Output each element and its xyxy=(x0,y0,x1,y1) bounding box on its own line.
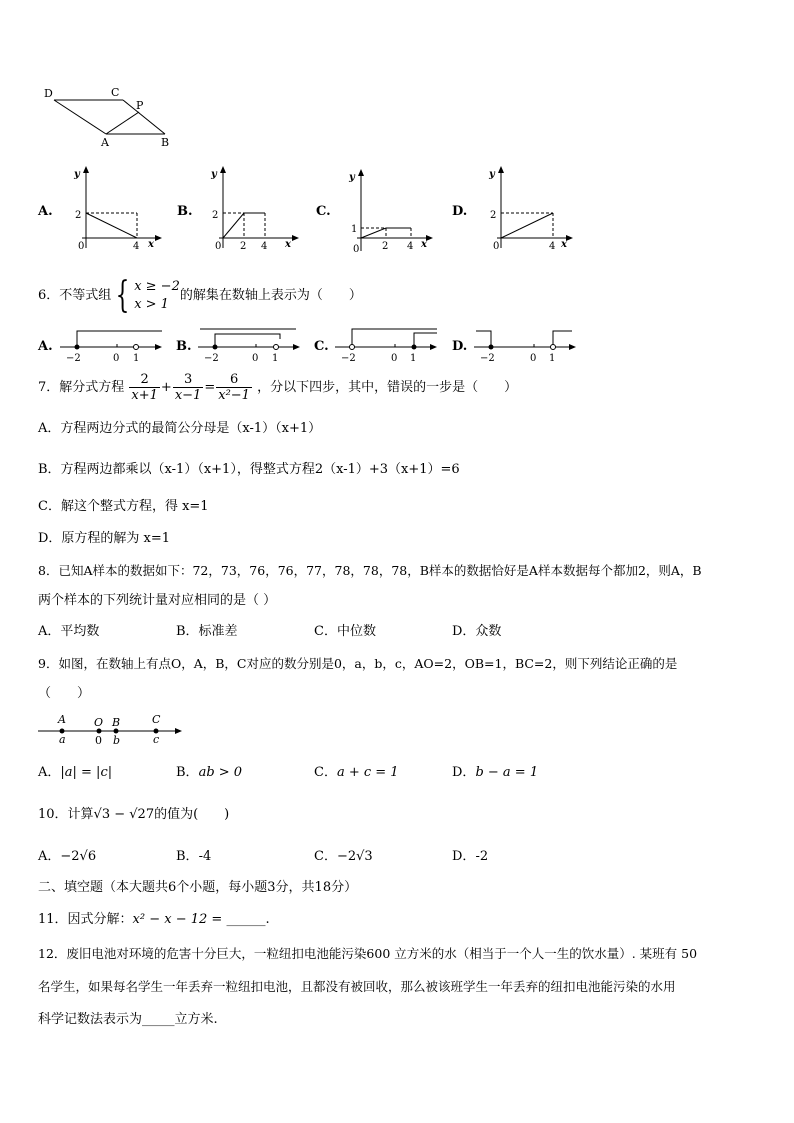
svg-text:−2: −2 xyxy=(204,353,219,364)
label-c: C xyxy=(111,86,120,99)
q6-numberline-b xyxy=(196,325,306,365)
svg-text:4: 4 xyxy=(261,241,268,252)
q8-option-a: A．平均数 xyxy=(38,624,100,639)
q10-stem: 10．计算√3 − √27的值为( ) xyxy=(38,807,230,822)
q6-option-b-letter: B. xyxy=(176,339,192,354)
svg-text:4: 4 xyxy=(133,241,140,252)
svg-text:0: 0 xyxy=(113,353,120,364)
svg-text:0: 0 xyxy=(252,353,259,364)
q9-line2: （ ） xyxy=(38,686,91,701)
svg-text:1: 1 xyxy=(133,353,140,364)
q11-blank: ______ xyxy=(226,912,266,927)
svg-text:x: x xyxy=(561,239,567,250)
svg-text:x: x xyxy=(421,239,427,250)
svg-text:0: 0 xyxy=(530,353,537,364)
svg-text:0: 0 xyxy=(215,241,222,252)
label-b: B xyxy=(161,136,170,149)
svg-text:0: 0 xyxy=(493,241,500,252)
svg-text:x: x xyxy=(148,239,154,250)
svg-text:y: y xyxy=(211,169,217,180)
q8-option-c: C．中位数 xyxy=(314,624,376,639)
q8-option-b: B．标准差 xyxy=(176,624,238,639)
q5-option-c-letter: C. xyxy=(316,204,331,219)
q10-option-c: C．−2√3 xyxy=(314,849,373,864)
svg-text:1: 1 xyxy=(272,353,279,364)
q8-line2: 两个样本的下列统计量对应相同的是（ ） xyxy=(38,593,277,608)
svg-text:a: a xyxy=(59,733,66,746)
q5-graph-a xyxy=(70,163,165,255)
q7-option-c: C．解这个整式方程，得 x=1 xyxy=(38,499,209,514)
q9-option-a: A．|a| = |c| xyxy=(38,765,113,780)
svg-text:2: 2 xyxy=(382,241,389,252)
svg-text:B: B xyxy=(112,716,121,729)
q10-option-a: A．−2√6 xyxy=(38,849,97,864)
svg-text:1: 1 xyxy=(351,224,358,235)
q9-option-c: C．a + c = 1 xyxy=(314,765,399,780)
q5-option-d-letter: D. xyxy=(452,204,468,219)
svg-text:O: O xyxy=(94,716,104,729)
svg-text:0: 0 xyxy=(391,353,398,364)
svg-text:4: 4 xyxy=(407,241,414,252)
q6-numberline-c xyxy=(333,325,443,365)
parallelogram-figure xyxy=(40,82,180,150)
label-d: D xyxy=(44,87,53,100)
q5-option-b-letter: B. xyxy=(177,204,193,219)
q10-option-b: B．-4 xyxy=(176,849,212,864)
svg-text:2: 2 xyxy=(490,210,497,221)
q6-option-c-letter: C. xyxy=(314,339,329,354)
label-p: P xyxy=(136,99,144,112)
q10-option-d: D．-2 xyxy=(452,849,489,864)
svg-text:x: x xyxy=(285,239,291,250)
q7-option-b: B．方程两边都乘以（x-1）（x+1），得整式方程2（x-1）+3（x+1）=6 xyxy=(38,462,460,477)
q9-option-b: B．ab > 0 xyxy=(176,765,243,780)
svg-text:c: c xyxy=(153,733,160,746)
q7-option-d: D．原方程的解为 x=1 xyxy=(38,531,171,546)
svg-text:−2: −2 xyxy=(341,353,356,364)
q12-line3: 科学记数法表示为_____立方米. xyxy=(38,1012,218,1027)
svg-text:−2: −2 xyxy=(480,353,495,364)
svg-text:1: 1 xyxy=(549,353,556,364)
svg-text:0: 0 xyxy=(353,244,360,255)
q6-numberline-d xyxy=(472,325,582,365)
q6-numberline-a xyxy=(58,325,168,365)
svg-text:y: y xyxy=(489,169,495,180)
q12-line2: 名学生，如果每名学生一年丢弃一粒纽扣电池，且都没有被回收，那么被该班学生一年丢弃的纽扣电池能污染的水用 xyxy=(38,979,676,994)
svg-text:2: 2 xyxy=(212,210,219,221)
svg-text:A: A xyxy=(58,713,66,726)
q12-line1: 12．废旧电池对环境的危害十分巨大，一粒纽扣电池能污染600 立方米的水（相当于一个人一生的饮水量）. 某班有 50 xyxy=(38,946,698,961)
svg-text:2: 2 xyxy=(75,210,82,221)
label-a: A xyxy=(101,136,109,149)
q8-option-d: D．众数 xyxy=(452,624,502,639)
q6-option-a-letter: A. xyxy=(38,339,53,354)
q5-graph-b xyxy=(207,163,302,255)
q9-option-d: D．b − a = 1 xyxy=(452,765,539,780)
q8-line1: 8．已知A样本的数据如下：72，73，76，76，77，78，78，78，B样本的数据恰好是A样本数据每个都加2，则A，B xyxy=(38,563,702,578)
svg-text:0: 0 xyxy=(78,241,85,252)
q6-stem: 6．不等式组 { x ≥ −2 x > 1 的解集在数轴上表示为（ ） xyxy=(38,274,362,316)
q7-stem: 7．解分式方程 $\frac{2}{x+1}$ + $\frac{3}{x-1}$ = $\frac{6}{\text{x²−1}}$ ，分以下四步，其中，错误的一步是（ ） xyxy=(38,372,518,403)
q11-stem: 11．因式分解：x² − x − 12 = ______. xyxy=(38,912,270,927)
svg-text:4: 4 xyxy=(549,241,556,252)
q9-line1: 9．如图，在数轴上有点O，A，B，C对应的数分别是0，a，b，c，AO=2，OB=1，BC=2，则下列结论正确的是 xyxy=(38,656,678,671)
section-heading: 二、填空题（本大题共6个小题，每小题3分，共18分） xyxy=(38,880,358,895)
q5-graph-c xyxy=(345,166,440,258)
q5-option-a-letter: A. xyxy=(38,204,53,219)
svg-text:y: y xyxy=(74,169,80,180)
q9-number-line xyxy=(36,710,186,748)
svg-text:1: 1 xyxy=(410,353,417,364)
q6-option-d-letter: D. xyxy=(452,339,468,354)
svg-text:y: y xyxy=(349,172,355,183)
svg-text:2: 2 xyxy=(240,241,247,252)
svg-text:C: C xyxy=(152,713,161,726)
q5-graph-d xyxy=(485,163,580,255)
svg-text:b: b xyxy=(113,734,121,747)
q7-option-a: A．方程两边分式的最简公分母是（x-1）（x+1） xyxy=(38,421,322,436)
svg-text:−2: −2 xyxy=(66,353,81,364)
svg-text:0: 0 xyxy=(95,734,102,747)
